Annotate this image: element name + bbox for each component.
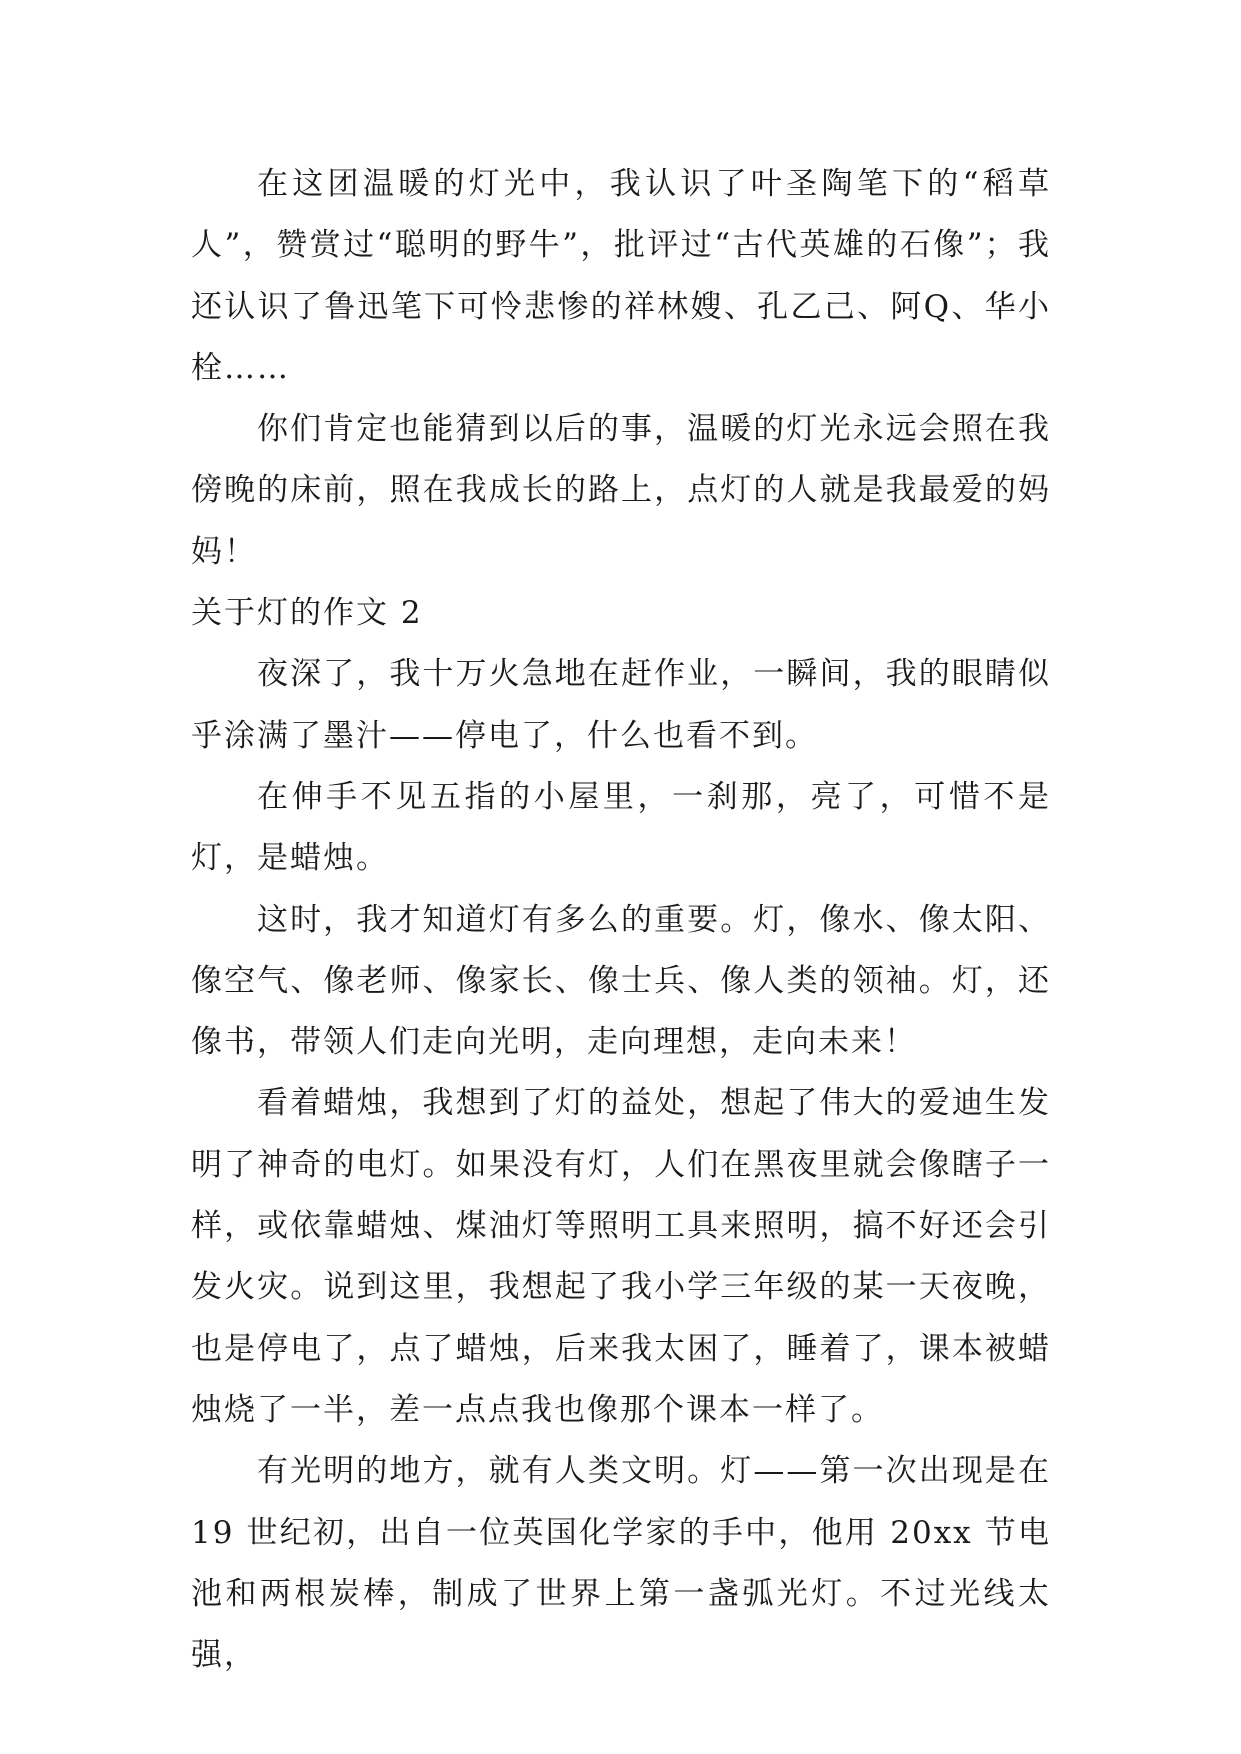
section-heading: 关于灯的作文 2 [191,595,423,632]
body-paragraph: 有光明的地方，就有人类文明。灯——第一次出现是在19 世纪初，出自一位英国化学家的手中，他用 20xx 节电池和两根炭棒，制成了世界上第一盏弧光灯。不过光线太强， [191,1453,1051,1674]
body-paragraph: 在这团温暖的灯光中，我认识了叶圣陶笔下的“稻草人”，赞赏过“聪明的野牛”，批评过“古代英雄的石像”；我还认识了鲁迅笔下可怜悲惨的祥林嫂、孔乙己、阿Q、华小栓…… [191,166,1051,386]
body-paragraph: 在伸手不见五指的小屋里，一刹那，亮了，可惜不是灯，是蜡烛。 [191,778,1051,877]
body-paragraph: 你们肯定也能猜到以后的事，温暖的灯光永远会照在我傍晚的床前，照在我成长的路上，点灯的人就是我最爱的妈妈！ [191,411,1051,570]
document-page [191,154,1051,1686]
body-paragraph: 看着蜡烛，我想到了灯的益处，想起了伟大的爱迪生发明了神奇的电灯。如果没有灯，人们在黑夜里就会像瞎子一样，或依靠蜡烛、煤油灯等照明工具来照明，搞不好还会引发火灾。说到这里，我想起了我小学三年级的某一天夜晚，也是停电了，点了蜡烛，后来我太困了，睡着了，课本被蜡烛烧了一半，差一点点我也像那个课本一样了。 [191,1085,1051,1428]
body-paragraph: 这时，我才知道灯有多么的重要。灯，像水、像太阳、像空气、像老师、像家长、像士兵、像人类的领袖。灯，还像书，带领人们走向光明，走向理想，走向未来！ [191,901,1051,1061]
body-paragraph: 夜深了，我十万火急地在赶作业，一瞬间，我的眼睛似乎涂满了墨汁——停电了，什么也看不到。 [191,656,1051,754]
